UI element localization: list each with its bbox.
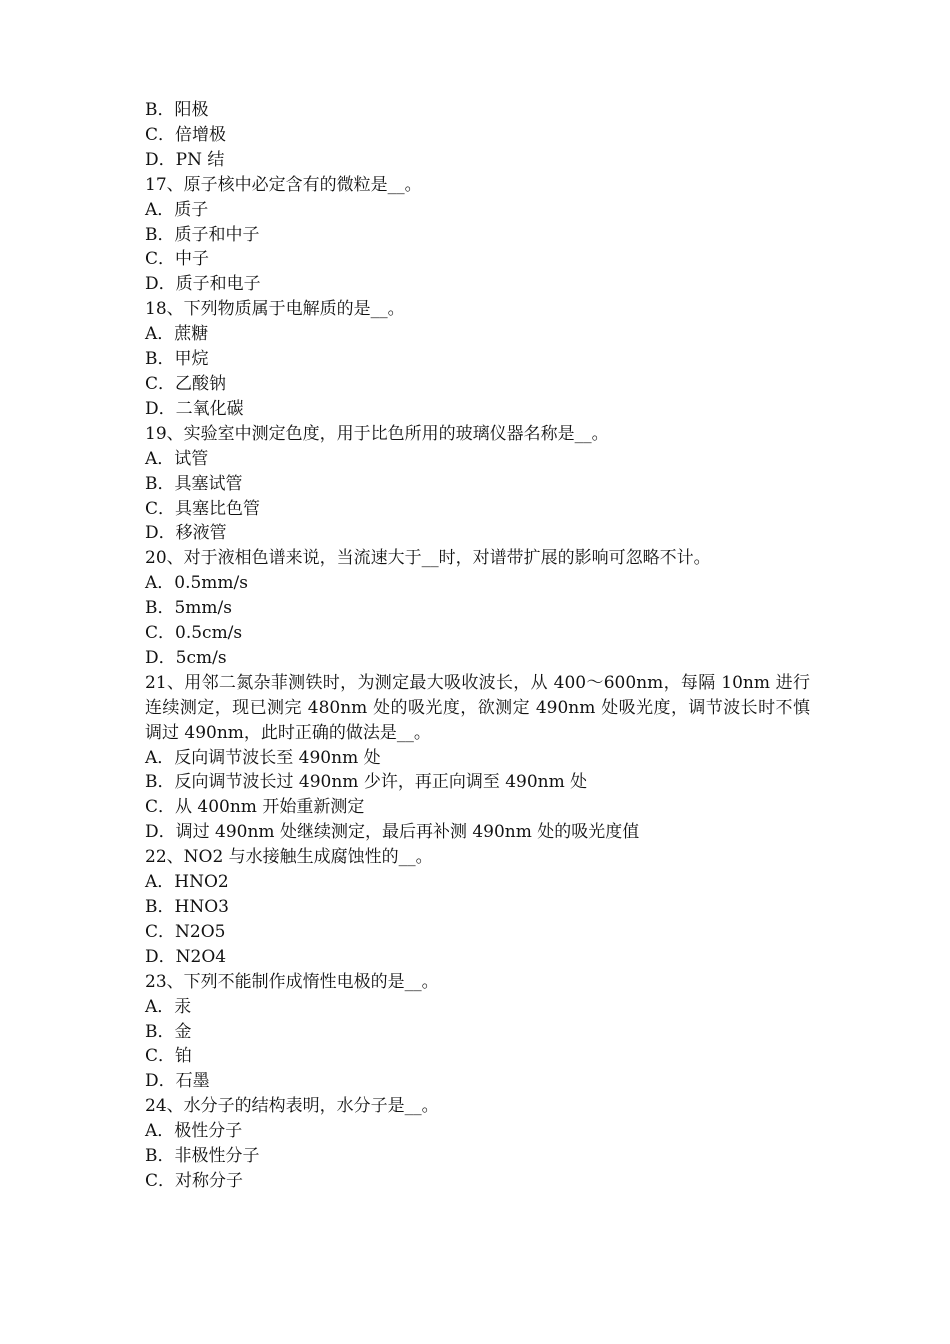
option-c-q18: C．乙酸钠 — [145, 373, 227, 394]
question-23: 23、下列不能制作成惰性电极的是__。 — [145, 971, 439, 992]
option-a-q23: A．汞 — [145, 996, 192, 1017]
option-c-q16: C．倍增极 — [145, 124, 227, 145]
option-b-q17: B．质子和中子 — [145, 224, 260, 245]
option-a-q21: A．反向调节波长至 490nm 处 — [145, 747, 381, 768]
option-a-q24: A．极性分子 — [145, 1121, 243, 1142]
option-a-q22: A．HNO2 — [145, 872, 229, 893]
option-b-q22: B．HNO3 — [145, 897, 229, 917]
option-d-q20: D．5cm/s — [145, 647, 227, 668]
option-d-q22: D．N2O4 — [145, 946, 227, 967]
document-body — [145, 98, 810, 1194]
option-a-q19: A．试管 — [145, 448, 209, 469]
question-22: 22、NO2 与水接触生成腐蚀性的__。 — [145, 847, 433, 868]
option-d-q23: D．石墨 — [145, 1071, 210, 1092]
option-d-q16: D．PN 结 — [145, 149, 225, 170]
option-b-q20: B．5mm/s — [145, 598, 233, 619]
question-24: 24、水分子的结构表明，水分子是__。 — [145, 1096, 439, 1117]
option-d-q21: D．调过 490nm 处继续测定，最后再补测 490nm 处的吸光度值 — [145, 822, 640, 843]
question-19: 19、实验室中测定色度，用于比色所用的玻璃仪器名称是__。 — [145, 423, 609, 444]
option-b-q19: B．具塞试管 — [145, 473, 243, 494]
question-18: 18、下列物质属于电解质的是__。 — [145, 299, 405, 320]
option-b-q23: B．金 — [145, 1021, 192, 1042]
option-c-q24: C．对称分子 — [145, 1170, 244, 1191]
question-20: 20、对于液相色谱来说，当流速大于__时，对谱带扩展的影响可忽略不计。 — [145, 548, 711, 569]
option-b-q16: B．阳极 — [145, 100, 209, 120]
option-d-q18: D．二氧化碳 — [145, 398, 244, 419]
option-c-q20: C．0.5cm/s — [145, 623, 243, 644]
option-c-q22: C．N2O5 — [145, 921, 226, 942]
option-b-q24: B．非极性分子 — [145, 1146, 260, 1167]
option-c-q21: C．从 400nm 开始重新测定 — [145, 797, 365, 818]
option-c-q19: C．具塞比色管 — [145, 498, 261, 519]
option-c-q17: C．中子 — [145, 249, 210, 270]
option-c-q23: C．铂 — [145, 1046, 193, 1067]
question-21: 21、用邻二氮杂菲测铁时，为测定最大吸收波长，从 400～600nm，每隔 10nm 进行连续测定，现已测完 480nm 处的吸光度，欲测定 490nm 处吸光度，调节波长时不慎调过 490nm，此时正确的做法是__。 — [145, 672, 810, 743]
option-a-q17: A．质子 — [145, 199, 209, 220]
option-a-q18: A．蔗糖 — [145, 324, 209, 345]
option-b-q18: B．甲烷 — [145, 349, 209, 370]
option-b-q21: B．反向调节波长过 490nm 少许，再正向调至 490nm 处 — [145, 772, 588, 793]
option-d-q17: D．质子和电子 — [145, 274, 261, 295]
option-a-q20: A．0.5mm/s — [145, 573, 249, 594]
option-d-q19: D．移液管 — [145, 523, 227, 544]
question-17: 17、原子核中必定含有的微粒是__。 — [145, 174, 422, 195]
